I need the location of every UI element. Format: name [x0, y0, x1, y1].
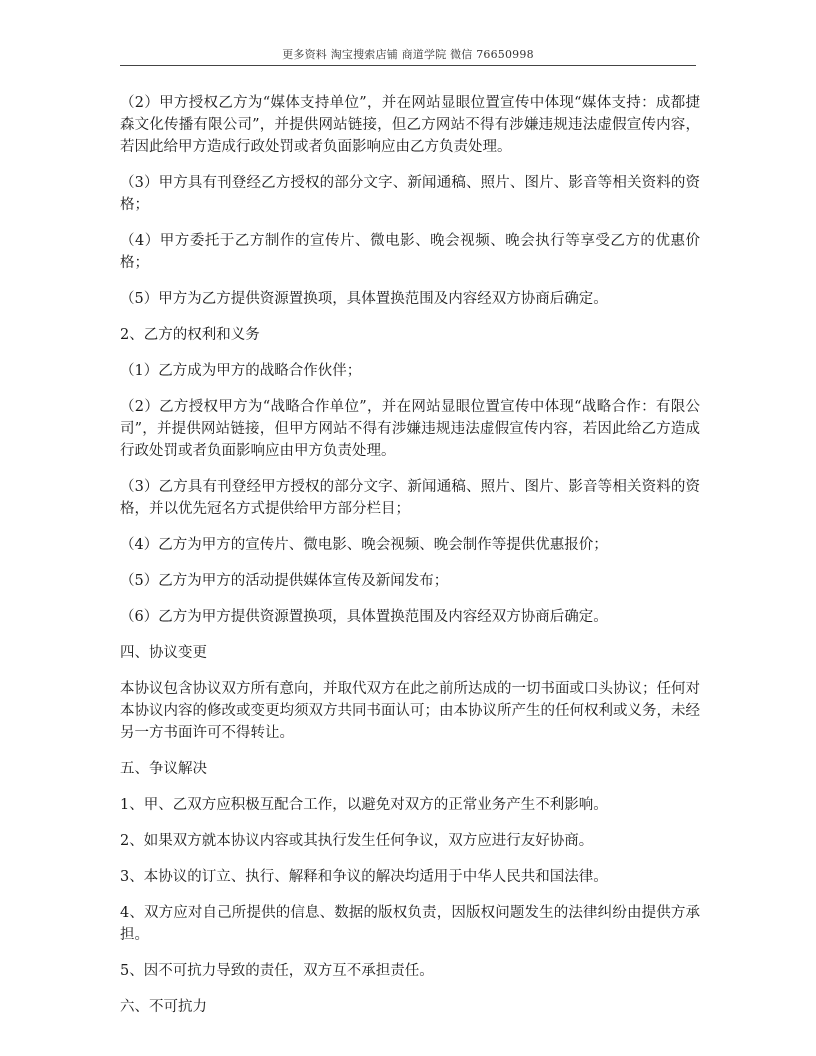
section-heading: 六、不可抗力 — [120, 999, 207, 1015]
paragraph: 本协议包含协议双方所有意向，并取代双方在此之前所达成的一切书面或口头协议；任何对本协议内容的修改或变更均须双方共同书面认可；由本协议所产生的任何权利或义务，未经另一方书面许可不得转让。 — [120, 681, 700, 741]
paragraph: 3、本协议的订立、执行、解释和争议的解决均适用于中华人民共和国法律。 — [120, 869, 608, 885]
paragraph: （2）甲方授权乙方为“媒体支持单位”，并在网站显眼位置宣传中体现“媒体支持：成都捷森文化传播有限公司”，并提供网站链接，但乙方网站不得有涉嫌违规违法虚假宣传内容，若因此给甲方造成行政处罚或者负面影响应由乙方负责处理。 — [120, 95, 700, 155]
paragraph: （1）乙方成为甲方的战略合作伙伴； — [120, 363, 362, 379]
section-heading: 2、乙方的权利和义务 — [120, 327, 260, 343]
section-heading: 四、协议变更 — [120, 645, 207, 661]
paragraph: 5、因不可抗力导致的责任，双方互不承担责任。 — [120, 963, 434, 979]
paragraph: 1、甲、乙双方应积极互配合工作，以避免对双方的正常业务产生不利影响。 — [120, 797, 608, 813]
paragraph: （3）甲方具有刊登经乙方授权的部分文字、新闻通稿、照片、图片、影音等相关资料的资格； — [120, 175, 700, 213]
page-header: 更多资料 淘宝搜索店铺 商道学院 微信 76650998 — [282, 48, 534, 61]
section-heading: 五、争议解决 — [120, 761, 207, 777]
paragraph: （5）甲方为乙方提供资源置换项，具体置换范围及内容经双方协商后确定。 — [120, 291, 608, 307]
paragraph: （4）乙方为甲方的宣传片、微电影、晚会视频、晚会制作等提供优惠报价； — [120, 537, 608, 553]
header-divider — [120, 65, 696, 66]
paragraph: （4）甲方委托于乙方制作的宣传片、微电影、晚会视频、晚会执行等享受乙方的优惠价格； — [120, 233, 700, 271]
paragraph: （3）乙方具有刊登经甲方授权的部分文字、新闻通稿、照片、图片、影音等相关资料的资格，并以优先冠名方式提供给甲方部分栏目； — [120, 479, 700, 517]
paragraph: （5）乙方为甲方的活动提供媒体宣传及新闻发布； — [120, 573, 449, 589]
paragraph: （6）乙方为甲方提供资源置换项，具体置换范围及内容经双方协商后确定。 — [120, 609, 608, 625]
paragraph: 2、如果双方就本协议内容或其执行发生任何争议，双方应进行友好协商。 — [120, 833, 594, 849]
document-body — [120, 92, 700, 1032]
paragraph: 4、双方应对自己所提供的信息、数据的版权负责，因版权问题发生的法律纠纷由提供方承担。 — [120, 905, 700, 943]
paragraph: （2）乙方授权甲方为“战略合作单位”，并在网站显眼位置宣传中体现“战略合作：有限公司”，并提供网站链接，但甲方网站不得有涉嫌违规违法虚假宣传内容，若因此给乙方造成行政处罚或者负面影响应由甲方负责处理。 — [120, 399, 700, 459]
